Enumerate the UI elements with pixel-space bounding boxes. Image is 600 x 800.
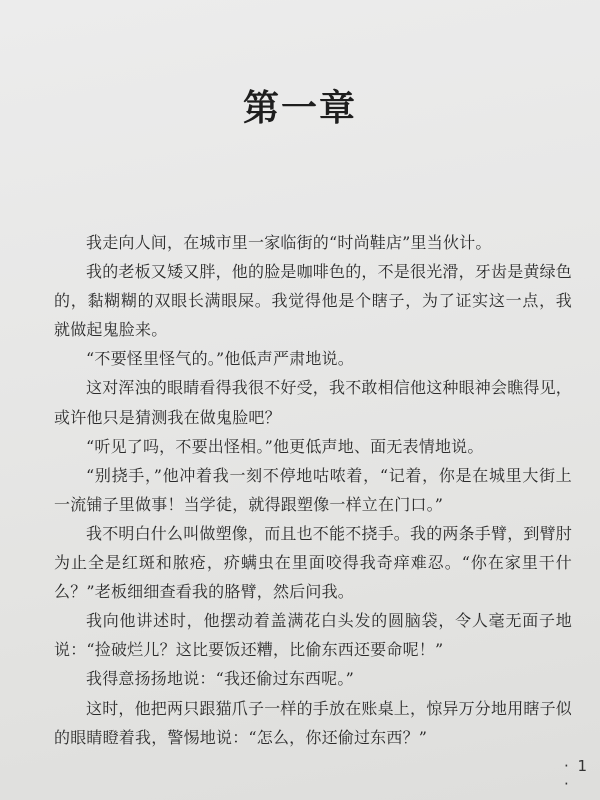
paragraph: 我的老板又矮又胖，他的脸是咖啡色的，不是很光滑，牙齿是黄绿色的，黏糊糊的双眼长满眼屎。我觉得他是个瞎子，为了证实这一点，我就做起鬼脸来。 [54,262,573,340]
paragraph: “不要怪里怪气的。”他低声严肃地说。 [86,349,354,369]
chapter-title: 第一章 [242,87,357,129]
paragraph: “听见了吗，不要出怪相。”他更低声地、面无表情地说。 [86,436,484,456]
paragraph: 这时，他把两只跟猫爪子一样的手放在账桌上，惊异万分地用瞎子似的眼睛瞪着我，警惕地说：“怎么，你还偷过东西？” [54,698,573,747]
paragraph: 我不明白什么叫做塑像，而且也不能不挠手。我的两条手臂，到臂肘为止全是红斑和脓疮，疥螨虫在里面咬得我奇痒难忍。“你在家里干什么？”老板细细查看我的胳臂，然后问我。 [54,523,573,602]
page-number: · 1 · [564,757,590,793]
paragraph: “别挠手，”他冲着我一刻不停地咕哝着，“记着，你是在城里大街上一流铺子里做事！当学徒，就得跟塑像一样立在门口。” [54,465,572,514]
paragraph: 这对浑浊的眼睛看得我很不好受，我不敢相信他这种眼神会瞧得见，或许他只是猜测我在做鬼脸吧？ [54,378,573,427]
body-text [54,228,572,752]
paragraph: 我向他讲述时，他摆动着盖满花白头发的圆脑袋，令人毫无面子地说：“捡破烂儿？这比要饭还糟，比偷东西还要命呢！” [54,611,572,660]
paragraph: 我得意扬扬地说：“我还偷过东西呢。” [86,669,354,689]
paragraph: 我走向人间，在城市里一家临街的“时尚鞋店”里当伙计。 [86,233,492,252]
